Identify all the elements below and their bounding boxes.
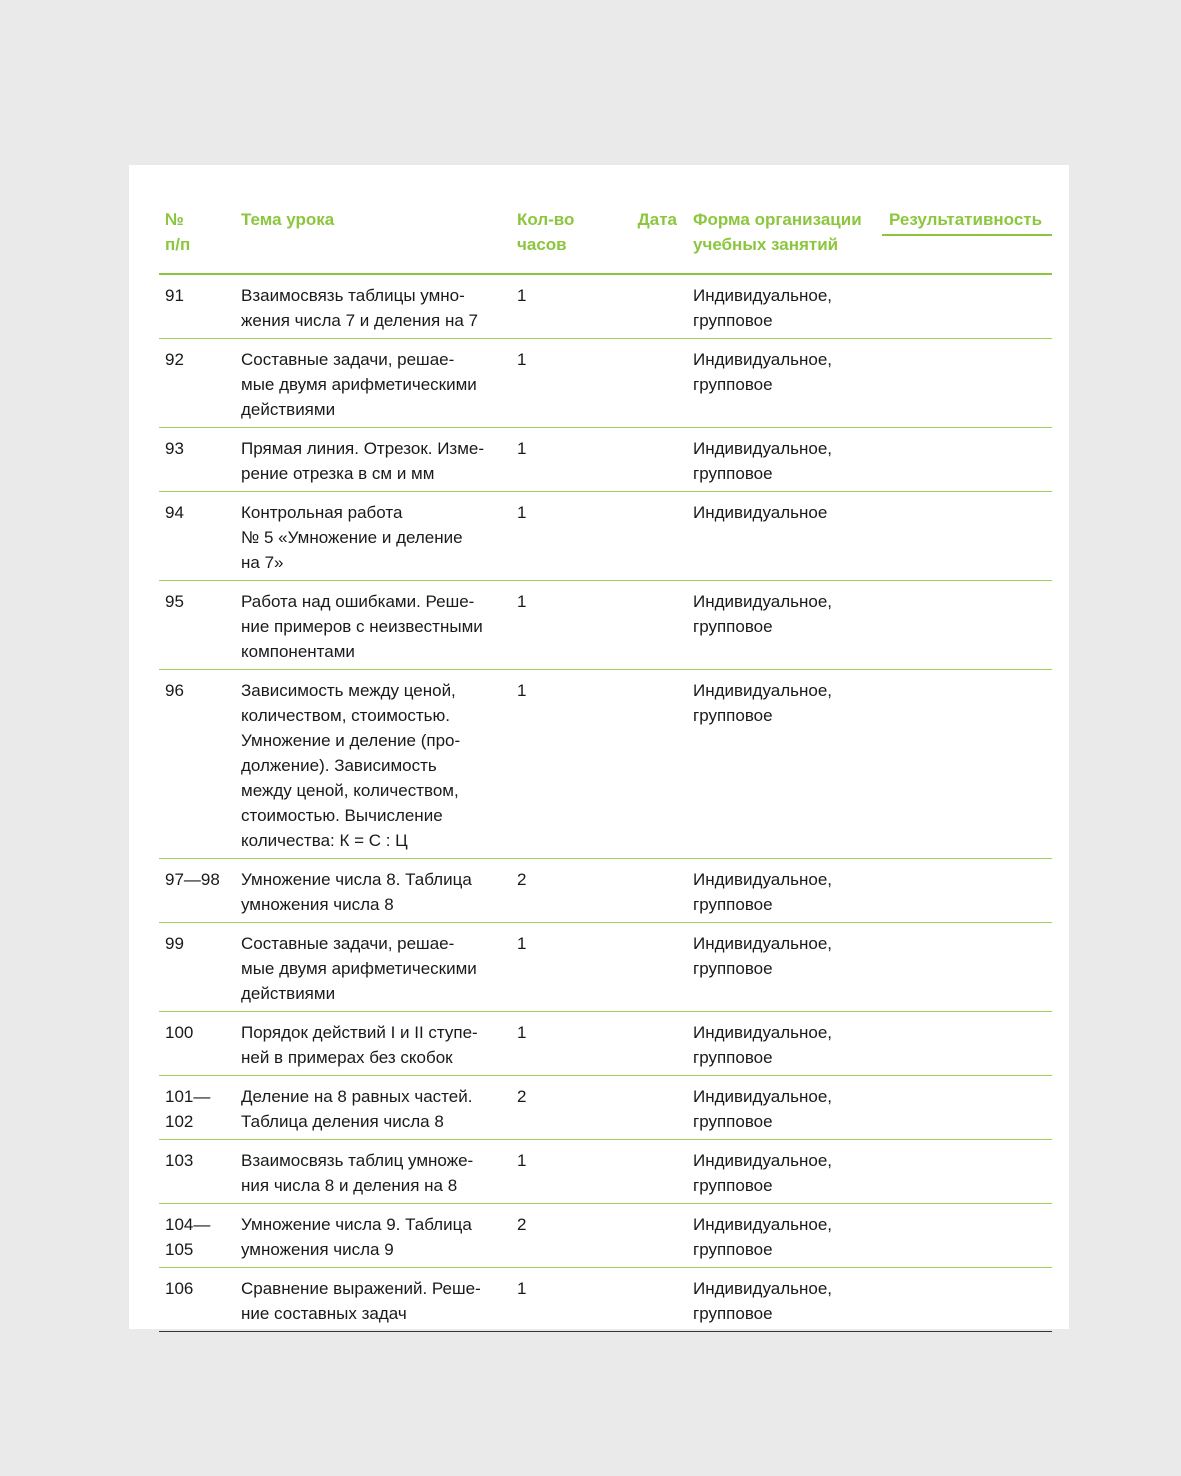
header-num: № п/п <box>159 205 235 274</box>
cell-hours: 2 <box>511 1076 611 1140</box>
cell-hours: 2 <box>511 1204 611 1268</box>
cell-form: Индивидуальное, групповое <box>687 428 882 492</box>
cell-form: Индивидуальное, групповое <box>687 859 882 923</box>
cell-num: 106 <box>159 1268 235 1332</box>
cell-form: Индивидуальное, групповое <box>687 1076 882 1140</box>
cell-topic: Прямая линия. Отрезок. Изме- рение отрезка в см и мм <box>235 428 511 492</box>
cell-result <box>882 1268 1052 1332</box>
cell-result <box>882 492 1052 581</box>
cell-hours: 1 <box>511 581 611 670</box>
table-row <box>159 1076 1052 1140</box>
cell-form: Индивидуальное <box>687 492 882 581</box>
cell-num: 94 <box>159 492 235 581</box>
cell-date <box>611 923 687 1012</box>
cell-result <box>882 923 1052 1012</box>
cell-hours: 1 <box>511 274 611 339</box>
cell-hours: 1 <box>511 428 611 492</box>
cell-form: Индивидуальное, групповое <box>687 339 882 428</box>
cell-hours: 2 <box>511 859 611 923</box>
cell-date <box>611 1076 687 1140</box>
header-date: Дата <box>611 205 687 274</box>
table-row <box>159 1268 1052 1332</box>
cell-form: Индивидуальное, групповое <box>687 923 882 1012</box>
table-row <box>159 670 1052 859</box>
cell-date <box>611 670 687 859</box>
cell-date <box>611 1268 687 1332</box>
cell-date <box>611 339 687 428</box>
cell-result <box>882 1076 1052 1140</box>
cell-hours: 1 <box>511 923 611 1012</box>
cell-num: 100 <box>159 1012 235 1076</box>
header-hours: Кол-во часов <box>511 205 611 274</box>
cell-date <box>611 1140 687 1204</box>
cell-result <box>882 1012 1052 1076</box>
cell-date <box>611 428 687 492</box>
cell-topic: Взаимосвязь таблицы умно- жения числа 7 и деления на 7 <box>235 274 511 339</box>
cell-form: Индивидуальное, групповое <box>687 1140 882 1204</box>
header-result-label: Результативность <box>882 207 1052 236</box>
cell-result <box>882 1140 1052 1204</box>
table-row <box>159 923 1052 1012</box>
cell-topic: Зависимость между ценой, количеством, стоимостью. Умножение и деление (про- должение). Зависимость между ценой, количеством, стоимостью. Вычисление количества: К = С : Ц <box>235 670 511 859</box>
cell-form: Индивидуальное, групповое <box>687 274 882 339</box>
cell-num: 91 <box>159 274 235 339</box>
cell-result <box>882 339 1052 428</box>
cell-date <box>611 1012 687 1076</box>
cell-topic: Составные задачи, решае- мые двумя арифметическими действиями <box>235 923 511 1012</box>
table-row <box>159 581 1052 670</box>
cell-hours: 1 <box>511 492 611 581</box>
cell-topic: Умножение числа 8. Таблица умножения числа 8 <box>235 859 511 923</box>
cell-topic: Работа над ошибками. Реше- ние примеров с неизвестными компонентами <box>235 581 511 670</box>
cell-topic: Контрольная работа № 5 «Умножение и деление на 7» <box>235 492 511 581</box>
document-page <box>129 165 1069 1329</box>
cell-num: 95 <box>159 581 235 670</box>
table-row <box>159 1140 1052 1204</box>
cell-form: Индивидуальное, групповое <box>687 581 882 670</box>
cell-form: Индивидуальное, групповое <box>687 1268 882 1332</box>
cell-hours: 1 <box>511 1268 611 1332</box>
cell-hours: 1 <box>511 670 611 859</box>
header-result <box>882 205 1052 274</box>
cell-result <box>882 428 1052 492</box>
table-row <box>159 1012 1052 1076</box>
table-header-row <box>159 205 1052 274</box>
cell-result <box>882 859 1052 923</box>
cell-num: 104— 105 <box>159 1204 235 1268</box>
cell-form: Индивидуальное, групповое <box>687 670 882 859</box>
cell-date <box>611 581 687 670</box>
cell-num: 96 <box>159 670 235 859</box>
header-form: Форма организации учебных занятий <box>687 205 882 274</box>
cell-date <box>611 859 687 923</box>
cell-result <box>882 670 1052 859</box>
table-row <box>159 492 1052 581</box>
cell-result <box>882 581 1052 670</box>
cell-hours: 1 <box>511 1012 611 1076</box>
cell-num: 97—98 <box>159 859 235 923</box>
header-topic: Тема урока <box>235 205 511 274</box>
table-row <box>159 274 1052 339</box>
cell-topic: Взаимосвязь таблиц умноже- ния числа 8 и деления на 8 <box>235 1140 511 1204</box>
cell-form: Индивидуальное, групповое <box>687 1204 882 1268</box>
cell-num: 101— 102 <box>159 1076 235 1140</box>
cell-topic: Умножение числа 9. Таблица умножения числа 9 <box>235 1204 511 1268</box>
cell-date <box>611 274 687 339</box>
cell-hours: 1 <box>511 339 611 428</box>
lesson-plan-table <box>159 205 1052 1332</box>
table-row <box>159 859 1052 923</box>
cell-hours: 1 <box>511 1140 611 1204</box>
cell-topic: Порядок действий I и II ступе- ней в примерах без скобок <box>235 1012 511 1076</box>
cell-form: Индивидуальное, групповое <box>687 1012 882 1076</box>
cell-topic: Составные задачи, решае- мые двумя арифметическими действиями <box>235 339 511 428</box>
table-row <box>159 1204 1052 1268</box>
cell-date <box>611 1204 687 1268</box>
cell-num: 99 <box>159 923 235 1012</box>
table-row <box>159 428 1052 492</box>
cell-num: 92 <box>159 339 235 428</box>
cell-result <box>882 1204 1052 1268</box>
cell-topic: Деление на 8 равных частей. Таблица деления числа 8 <box>235 1076 511 1140</box>
cell-result <box>882 274 1052 339</box>
table-row <box>159 339 1052 428</box>
cell-date <box>611 492 687 581</box>
cell-num: 103 <box>159 1140 235 1204</box>
cell-num: 93 <box>159 428 235 492</box>
cell-topic: Сравнение выражений. Реше- ние составных задач <box>235 1268 511 1332</box>
